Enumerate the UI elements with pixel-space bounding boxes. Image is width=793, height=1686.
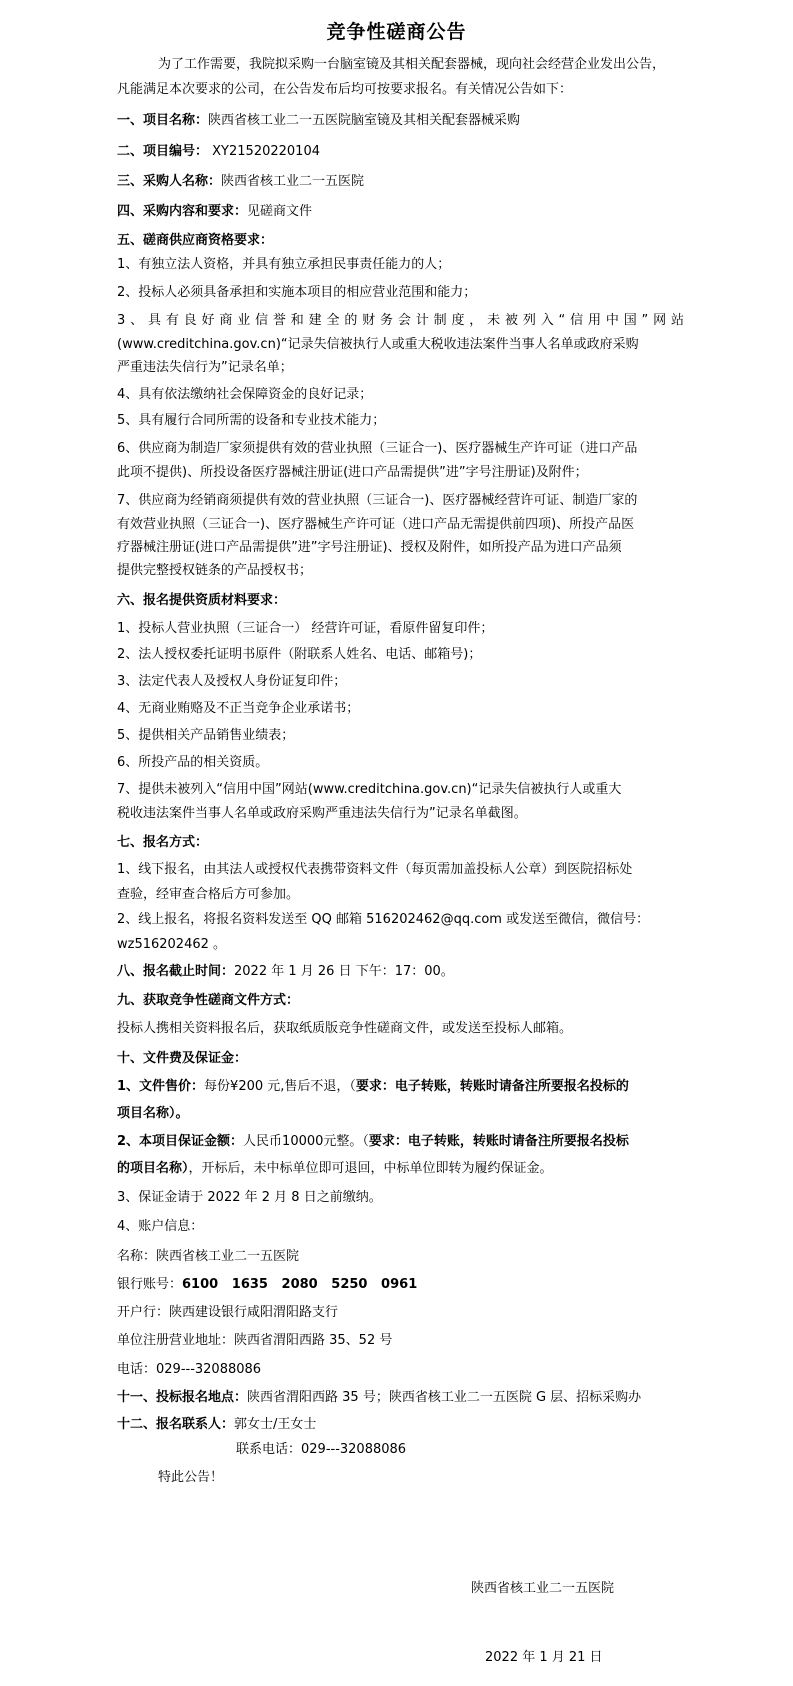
- signature: 陕西省核工业二一五医院: [471, 1581, 615, 1596]
- section-12-text: 郭女士/王女士: [234, 1417, 317, 1432]
- section-8: [117, 964, 454, 980]
- section-3-text: 陕西省核工业二一五医院: [221, 174, 365, 189]
- section-1-head: 一、项目名称：: [117, 113, 209, 128]
- intro-line-2: 凡能满足本次要求的公司，在公告发布后均可按要求报名。有关情况公告如下：: [117, 82, 573, 97]
- section-6-line: 3、法定代表人及授权人身份证复印件；: [117, 674, 347, 689]
- section-5-line: 4、具有依法缴纳社会保障资金的良好记录；: [117, 387, 373, 402]
- section-5-line: 2、投标人必须具备承担和实施本项目的相应营业范围和能力；: [117, 285, 477, 300]
- section-5-head: 五、磋商供应商资格要求：: [117, 233, 274, 248]
- account-phone: 电话：029---32088086: [117, 1362, 262, 1377]
- section-6-line: 1、投标人营业执照（三证合一） 经营许可证，看原件留复印件；: [117, 621, 494, 636]
- section-2: [117, 144, 320, 160]
- section-5-line: 7、供应商为经销商须提供有效的营业执照（三证合一)、医疗器械经营许可证、制造厂家的: [117, 493, 638, 508]
- section-5-line: 3、具有良好商业信誉和建全的财务会计制度，未被列入“信用中国”网站: [117, 313, 684, 328]
- section-5-line: 5、具有履行合同所需的设备和专业技术能力；: [117, 413, 386, 428]
- section-7-line: wz516202462 。: [117, 937, 227, 952]
- fee-line: [117, 1079, 629, 1095]
- section-7-line: 查验，经审查合格后方可参加。: [117, 887, 300, 902]
- section-5-line: 此项不提供)、所投设备医疗器械注册证(进口产品需提供”进”字号注册证)及附件；: [117, 465, 588, 480]
- section-9-head: 九、获取竞争性磋商文件方式：: [117, 993, 300, 1008]
- notice-date: 2022 年 1 月 21 日: [485, 1650, 603, 1665]
- deposit-line: [117, 1134, 629, 1150]
- section-5-line: 疗器械注册证(进口产品需提供”进”字号注册证)、授权及附件，如所投产品为进口产品须: [117, 540, 622, 555]
- deposit-deadline: 3、保证金请于 2022 年 2 月 8 日之前缴纳。: [117, 1190, 382, 1205]
- section-11-head: 十一、投标报名地点：: [117, 1390, 248, 1405]
- section-6-line: 5、提供相关产品销售业绩表；: [117, 728, 295, 743]
- contact-phone: 联系电话：029---32088086: [236, 1442, 407, 1457]
- section-7-line: 1、线下报名，由其法人或授权代表携带资料文件（每页需加盖投标人公章）到医院招标处: [117, 862, 633, 877]
- section-5-line: 有效营业执照（三证合一)、医疗器械生产许可证（进口产品无需提供前四项)、所投产品医: [117, 517, 635, 532]
- section-8-text: 2022 年 1 月 26 日 下午：17：00。: [234, 964, 454, 979]
- section-4-head: 四、采购内容和要求：: [117, 204, 248, 219]
- deposit-label: 2、本项目保证金额：: [117, 1134, 244, 1149]
- section-4-text: 见磋商文件: [247, 204, 313, 219]
- section-1-text: 陕西省核工业二一五医院脑室镜及其相关配套器械采购: [208, 113, 521, 128]
- fee-requirement-cont: 项目名称）。: [117, 1106, 189, 1121]
- section-6-line: 2、法人授权委托证明书原件（附联系人姓名、电话、邮箱号)；: [117, 647, 482, 662]
- closing-text: 特此公告！: [158, 1470, 224, 1485]
- section-11: [117, 1390, 641, 1406]
- account-info-label: 4、账户信息：: [117, 1219, 204, 1234]
- section-12: [117, 1417, 316, 1433]
- section-4: [117, 204, 312, 220]
- section-8-head: 八、报名截止时间：: [117, 964, 235, 979]
- deposit-text: 人民币10000元整。（: [243, 1134, 369, 1149]
- deposit-requirement: 要求：电子转账，转账时请备注所要报名投标: [368, 1134, 629, 1149]
- bank-account: [117, 1277, 417, 1293]
- deposit-line-2: [117, 1161, 553, 1177]
- section-9-text: 投标人携相关资料报名后，获取纸质版竞争性磋商文件，或发送至投标人邮箱。: [117, 1021, 573, 1036]
- fee-label: 1、文件售价：: [117, 1079, 205, 1094]
- bank-account-number: 6100 1635 2080 5250 0961: [182, 1277, 418, 1292]
- intro-line-1: 为了工作需要，我院拟采购一台脑室镜及其相关配套器械，现向社会经营企业发出公告，: [158, 57, 666, 72]
- section-6-line: 7、提供未被列入“信用中国”网站(www.creditchina.gov.cn)“记录失信被执行人或重大: [117, 782, 622, 797]
- section-2-text: XY21520220104: [212, 144, 320, 159]
- opening-bank: 开户行：陕西建设银行咸阳渭阳路支行: [117, 1305, 339, 1320]
- fee-text: 每份¥200 元,售后不退，（: [204, 1079, 356, 1094]
- section-11-text: 陕西省渭阳西路 35 号；陕西省核工业二一五医院 G 层、招标采购办: [247, 1390, 642, 1405]
- registered-address: 单位注册营业地址：陕西省渭阳西路 35、52 号: [117, 1333, 393, 1348]
- section-5-line: 6、供应商为制造厂家须提供有效的营业执照（三证合一)、医疗器械生产许可证（进口产品: [117, 441, 638, 456]
- fee-requirement: 要求：电子转账，转账时请备注所要报名投标的: [355, 1079, 629, 1094]
- deposit-requirement-cont: 的项目名称）: [117, 1161, 189, 1176]
- section-6-line: 6、所投产品的相关资质。: [117, 755, 269, 770]
- section-6-line: 4、无商业贿赂及不正当竞争企业承诺书；: [117, 701, 360, 716]
- section-3-head: 三、采购人名称：: [117, 174, 222, 189]
- section-5-line: 1、有独立法人资格，并具有独立承担民事责任能力的人；: [117, 257, 451, 272]
- section-5-line: (www.creditchina.gov.cn)“记录失信被执行人或重大税收违法案件当事人名单或政府采购: [117, 337, 639, 352]
- section-10-head: 十、文件费及保证金：: [117, 1051, 248, 1066]
- section-6-line: 税收违法案件当事人名单或政府采购严重违法失信行为”记录名单截图。: [117, 806, 527, 821]
- section-12-head: 十二、报名联系人：: [117, 1417, 235, 1432]
- section-6-head: 六、报名提供资质材料要求：: [117, 593, 287, 608]
- section-3: [117, 174, 364, 190]
- section-7-head: 七、报名方式：: [117, 835, 209, 850]
- section-5-line: 提供完整授权链条的产品授权书；: [117, 563, 313, 578]
- section-7-line: 2、线上报名，将报名资料发送至 QQ 邮箱 516202462@qq.com 或发送至微信，微信号：: [117, 912, 650, 927]
- section-2-head: 二、项目编号：: [117, 144, 209, 159]
- deposit-rest: ，开标后，未中标单位即可退回，中标单位即转为履约保证金。: [188, 1161, 553, 1176]
- notice-title: 竞争性磋商公告: [326, 21, 467, 43]
- account-name: 名称：陕西省核工业二一五医院: [117, 1249, 300, 1264]
- section-5-line: 严重违法失信行为”记录名单；: [117, 360, 293, 375]
- section-1: [117, 113, 520, 129]
- bank-account-label: 银行账号：: [117, 1277, 183, 1292]
